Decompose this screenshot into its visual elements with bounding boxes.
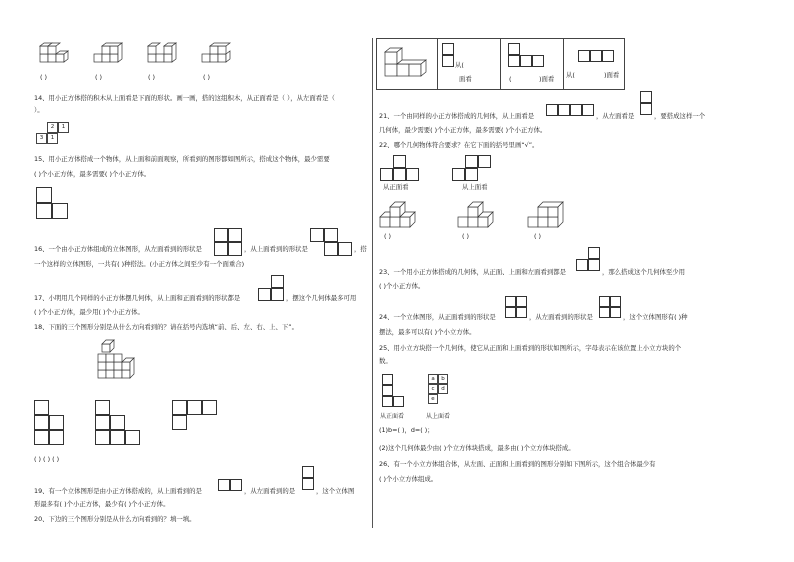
q21-line1a: 21、一个由同样的小正方体搭成的几何体，从上面看是 xyxy=(379,112,535,120)
q16-left-view xyxy=(214,228,242,256)
q24-line1b: ，从左面看到的形状是 xyxy=(529,313,593,321)
q19-line1c: ，这个立体图 xyxy=(316,487,355,495)
iso-figure-4 xyxy=(200,42,242,76)
grid-cell: 1 xyxy=(47,133,58,144)
grid-cell: e xyxy=(428,394,438,404)
q14-text-end: ）。 xyxy=(34,106,44,114)
q22-top-label: 从上面看 xyxy=(462,183,488,191)
q16-line1c: ，搭 xyxy=(354,245,367,253)
q22-option-c xyxy=(526,195,570,235)
q22-option-a xyxy=(378,195,422,235)
q25-top-grid xyxy=(428,374,448,404)
q19-top-view xyxy=(218,479,242,491)
q26-line2: ( )个小立方体组成。 xyxy=(379,475,438,483)
q18-view-a xyxy=(34,400,64,445)
cube-stack-icon xyxy=(456,195,500,231)
q25-answer2: (2)这个几何体最少由( )个立方体块搭成，最多由( )个立方体块搭成。 xyxy=(379,444,575,452)
cube-stack-icon xyxy=(38,42,78,72)
q20-line1: 20、下边的三个图形分别是从什么方向看到的？填一填。 xyxy=(34,515,196,523)
q19-line2: 形最多有( )个小正方体，最少有( )个小正方体。 xyxy=(34,500,170,508)
iso-figure-3 xyxy=(146,42,188,76)
q25-front-label: 从正面看 xyxy=(380,413,405,420)
q22-front-view xyxy=(380,155,419,181)
q16-line1b: ，从上面看到的形状是 xyxy=(244,245,308,253)
q20-iso-figure xyxy=(383,46,431,84)
q25-top-label: 从上面看 xyxy=(426,413,451,420)
q20-view-1 xyxy=(442,43,454,67)
cube-stack-icon xyxy=(526,195,570,231)
q24-line2: 摆法，最多可以有( )个小立方体。 xyxy=(379,328,476,336)
q19-line1b: ，从左面看到的是 xyxy=(244,487,296,495)
answer-paren-4[interactable]: ( ) xyxy=(203,73,211,81)
grid-cell: c xyxy=(428,384,438,394)
cube-stack-icon xyxy=(146,42,188,72)
q20-view-3 xyxy=(578,50,614,62)
q21-line2: 几何体，最少需要( )个小正方体，最多需要( )个小正方体。 xyxy=(379,126,547,134)
q23-line1b: ，那么搭成这个几何体至少用 xyxy=(602,268,686,276)
q14-text: 14、用小正方体搭的积木从上面看是下面的形状。画一画，搭的这组积木，从正面看是（ ），从左面看是（ xyxy=(34,94,335,102)
q24-line1a: 24、一个立体图形，从正面看到的形状是 xyxy=(379,313,496,321)
cube-stack-icon xyxy=(378,195,422,231)
q20-col2-suffix: 面看 xyxy=(459,75,472,83)
q21-top-view xyxy=(546,104,594,116)
grid-cell xyxy=(36,122,47,133)
q15-shape xyxy=(36,187,68,219)
q22-front-label: 从正面看 xyxy=(383,183,409,191)
q21-line1c: ，要搭成这样一个 xyxy=(654,112,706,120)
cube-stack-icon xyxy=(200,42,242,72)
grid-cell: 2 xyxy=(47,122,58,133)
q20-col2-prefix[interactable]: 从( xyxy=(455,61,464,69)
q19-line1a: 19、有一个立体图形是由小正方体搭成的，从上面看到的是 xyxy=(34,487,202,495)
q21-line1b: ，从左面看是 xyxy=(596,112,635,120)
q22-paren-b[interactable]: ( ) xyxy=(462,232,470,240)
q24-front-view xyxy=(505,296,527,318)
q25-answer1: (1)b=( )，d=( )； xyxy=(379,426,434,434)
answer-paren-3[interactable]: ( ) xyxy=(148,73,156,81)
grid-cell: d xyxy=(438,384,448,394)
q24-left-view xyxy=(599,296,621,318)
q23-line2: ( )个小正方体。 xyxy=(379,282,425,290)
iso-figure-2 xyxy=(92,42,134,76)
q22-option-b xyxy=(456,195,500,235)
cube-stack-icon xyxy=(383,46,431,80)
q15-line1: 15、用小正方体搭成一个物体，从上面和前面观察，所看到的图形都如图所示，搭成这个物体，最少需要 xyxy=(34,155,330,163)
q21-left-view xyxy=(640,91,652,115)
q17-shape xyxy=(258,275,284,301)
grid-cell: a xyxy=(428,374,438,384)
q16-line1a: 16、一个由小正方体组成的立体图形，从左面看到的形状是 xyxy=(34,245,202,253)
q17-line1b: ，摆这个几何体最多可用 xyxy=(286,294,357,302)
q22-top-view xyxy=(452,155,491,181)
q20-col3-prefix[interactable]: ( xyxy=(509,75,512,83)
q25-line1: 25、用小立方块搭一个几何体，使它从正面和上面看到的形状如图所示，字母表示在该位置上小立方块的个 xyxy=(379,344,682,352)
q18-view-c xyxy=(172,400,217,430)
q20-col4-suffix: )面看 xyxy=(604,71,620,79)
q19-left-view xyxy=(302,466,314,490)
q14-grid xyxy=(36,122,69,144)
q20-col3-suffix: )面看 xyxy=(539,75,555,83)
q23-line1a: 23、一个用小正方体搭成的几何体，从正面、上面和左面看到都是 xyxy=(379,268,567,276)
grid-cell: b xyxy=(438,374,448,384)
q16-top-view xyxy=(310,228,352,256)
q23-view xyxy=(576,247,600,271)
q18-line1: 18、下面的三个图形分别是从什么方向看到的？请在括号内选填“前、后、左、右、上、下”。 xyxy=(34,323,298,331)
grid-cell: 1 xyxy=(58,122,69,133)
column-divider xyxy=(372,38,373,528)
q22-line1: 22、哪个几何物体符合要求？在它下面的括号里画“√”。 xyxy=(379,141,539,149)
q18-iso-figure xyxy=(96,336,144,390)
iso-figure-1 xyxy=(38,42,78,76)
cube-stack-icon xyxy=(92,42,134,72)
answer-paren-1[interactable]: ( ) xyxy=(40,73,48,81)
q24-line1c: ，这个立体图形有( )种 xyxy=(623,313,688,321)
answer-paren-2[interactable]: ( ) xyxy=(95,73,103,81)
q17-line1a: 17、小明用几个同样的小正方体摆几何体，从上面和正面看到的形状都是 xyxy=(34,294,241,302)
q22-paren-a[interactable]: ( ) xyxy=(384,232,392,240)
q17-line2: ( )个小正方体，最少用( )个小正方体。 xyxy=(34,308,144,316)
q15-line2: ( )个小正方体，最多需要( )个小正方体。 xyxy=(34,170,151,178)
q26-line1: 26、有一个小立方体组合体，从左面、正面和上面看到的图形分别如下图所示，这个组合体最少有 xyxy=(379,460,656,468)
q18-answer-parens[interactable]: ( ) ( ) ( ) xyxy=(34,455,60,463)
q25-front-view xyxy=(382,374,404,407)
grid-cell: 3 xyxy=(36,133,47,144)
q20-col4-prefix[interactable]: 从( xyxy=(566,71,575,79)
q22-paren-c[interactable]: ( ) xyxy=(534,232,542,240)
q16-line2: 一个这样的立体图形，一共有( )种搭法。(小正方体之间至少有一个面重合) xyxy=(34,260,245,268)
q18-view-b xyxy=(95,400,140,445)
q25-line2: 数。 xyxy=(379,357,392,365)
cube-stack-icon xyxy=(96,336,144,386)
q20-view-2 xyxy=(508,43,544,67)
